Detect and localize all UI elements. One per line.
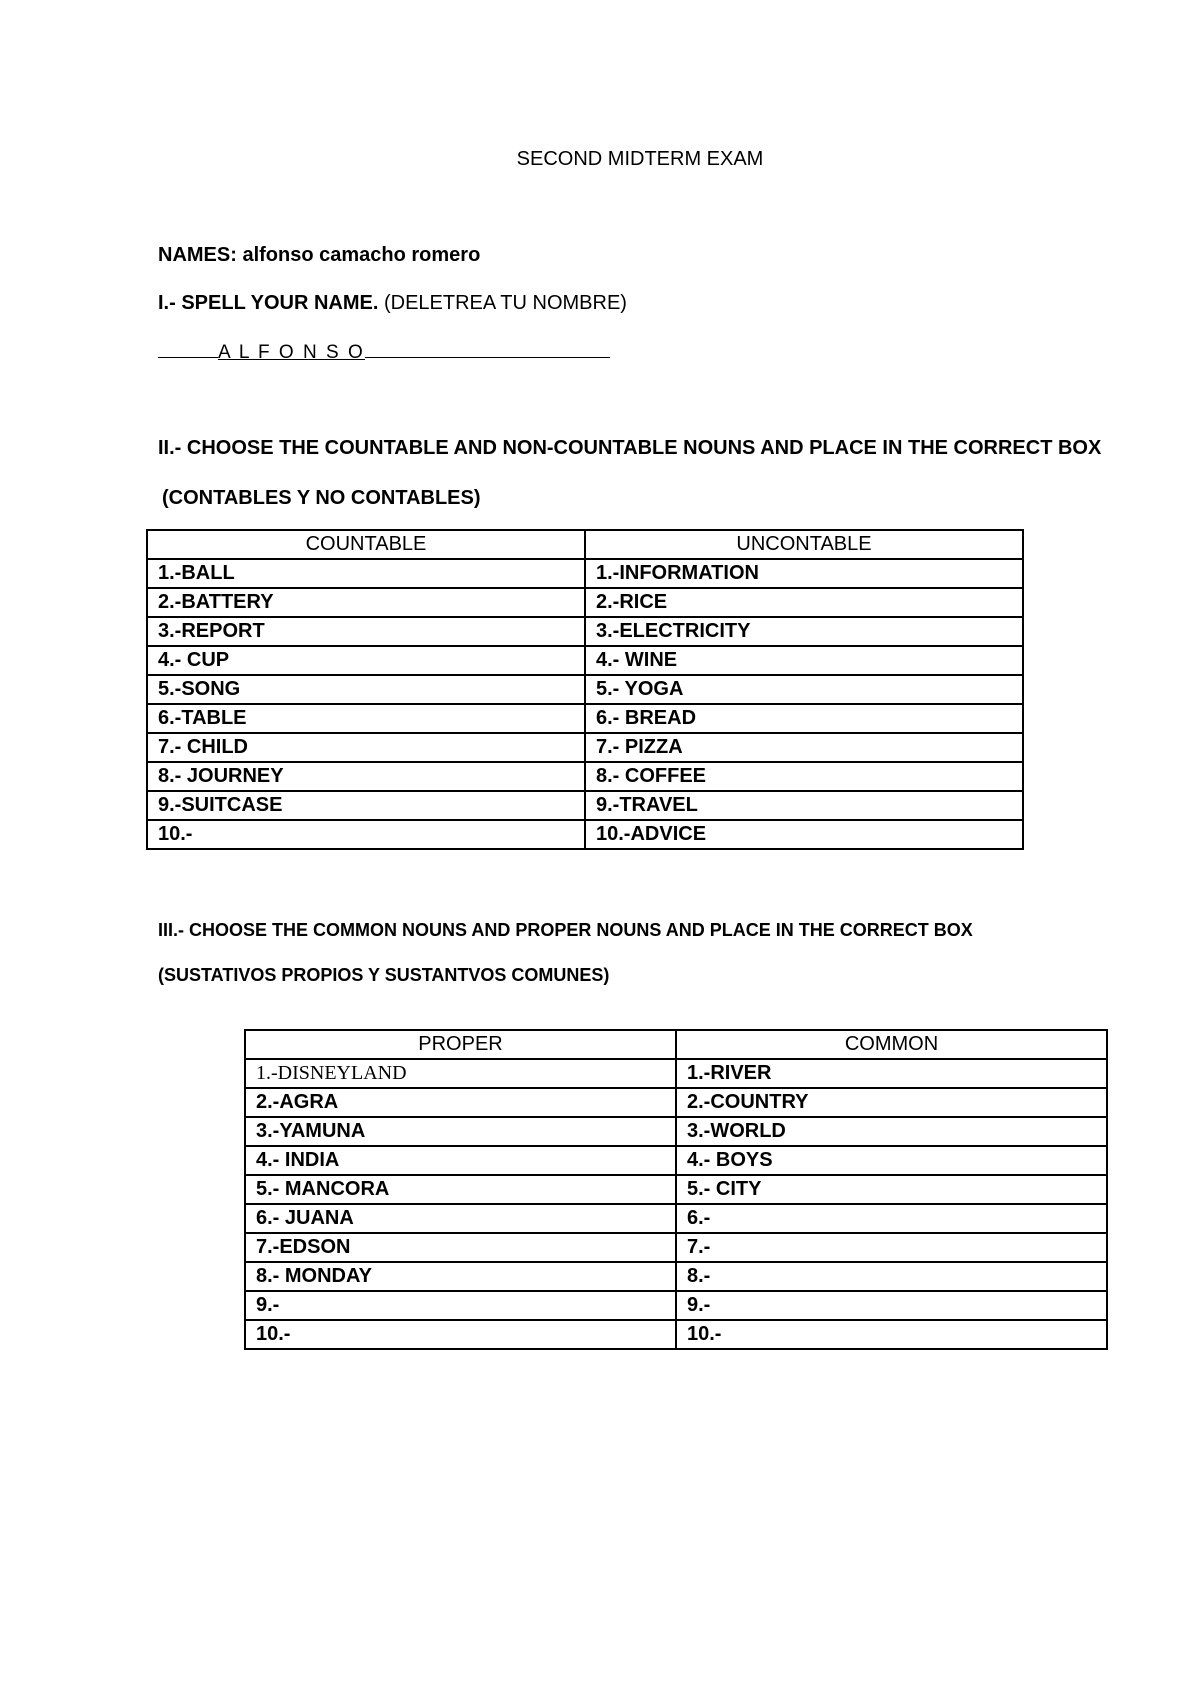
proper-cell: 2.-AGRA	[245, 1088, 676, 1117]
countable-cell: 6.-TABLE	[147, 704, 585, 733]
table-row	[147, 733, 1023, 762]
countable-cell: 2.-BATTERY	[147, 588, 585, 617]
proper-cell: 6.- JUANA	[245, 1204, 676, 1233]
names-label: NAMES:	[158, 244, 237, 266]
table-row	[147, 646, 1023, 675]
common-cell: 10.-	[676, 1320, 1107, 1349]
table-row	[245, 1262, 1107, 1291]
common-cell: 6.-	[676, 1204, 1107, 1233]
proper-cell: 7.-EDSON	[245, 1233, 676, 1262]
uncountable-cell: 9.-TRAVEL	[585, 791, 1023, 820]
uncountable-cell: 5.- YOGA	[585, 675, 1023, 704]
countable-cell: 5.-SONG	[147, 675, 585, 704]
proper-cell: 5.- MANCORA	[245, 1175, 676, 1204]
table-row	[147, 762, 1023, 791]
common-cell: 4.- BOYS	[676, 1146, 1107, 1175]
answer-blank-left	[158, 339, 218, 358]
common-cell: 2.-COUNTRY	[676, 1088, 1107, 1117]
section1-heading: I.- SPELL YOUR NAME.	[158, 292, 379, 314]
spelled-name: A L F O N S O	[218, 342, 365, 363]
names-value: alfonso camacho romero	[242, 244, 481, 266]
proper-cell: 9.-	[245, 1291, 676, 1320]
uncountable-cell: 8.- COFFEE	[585, 762, 1023, 791]
proper-cell: 10.-	[245, 1320, 676, 1349]
column-header-common: COMMON	[676, 1030, 1107, 1059]
common-cell: 7.-	[676, 1233, 1107, 1262]
common-cell: 3.-WORLD	[676, 1117, 1107, 1146]
spelled-name-line	[158, 339, 610, 364]
uncountable-cell: 3.-ELECTRICITY	[585, 617, 1023, 646]
table-row	[245, 1059, 1107, 1088]
countable-cell: 8.- JOURNEY	[147, 762, 585, 791]
table-row	[147, 791, 1023, 820]
common-cell: 1.-RIVER	[676, 1059, 1107, 1088]
section1-translation: (DELETREA TU NOMBRE)	[383, 292, 627, 314]
table-row	[245, 1233, 1107, 1262]
table-row	[147, 820, 1023, 849]
table-row	[245, 1117, 1107, 1146]
exam-title: SECOND MIDTERM EXAM	[516, 148, 764, 170]
countable-cell: 7.- CHILD	[147, 733, 585, 762]
table-row	[245, 1146, 1107, 1175]
common-cell: 8.-	[676, 1262, 1107, 1291]
section2-heading: II.- CHOOSE THE COUNTABLE AND NON-COUNTABLE NOUNS AND PLACE IN THE CORRECT BOX	[158, 437, 1102, 459]
section3-heading: III.- CHOOSE THE COMMON NOUNS AND PROPER NOUNS AND PLACE IN THE CORRECT BOX	[158, 920, 973, 940]
countable-cell: 4.- CUP	[147, 646, 585, 675]
uncountable-cell: 2.-RICE	[585, 588, 1023, 617]
table-row	[147, 588, 1023, 617]
table-row	[245, 1204, 1107, 1233]
table-row	[245, 1088, 1107, 1117]
section3-translation: (SUSTATIVOS PROPIOS Y SUSTANTVOS COMUNES)	[158, 965, 610, 985]
table-row	[245, 1320, 1107, 1349]
table-row	[245, 1175, 1107, 1204]
column-header-countable: COUNTABLE	[147, 530, 585, 559]
table-row	[147, 704, 1023, 733]
countable-cell: 10.-	[147, 820, 585, 849]
section1-heading-line	[158, 291, 627, 315]
table-row	[147, 559, 1023, 588]
common-cell: 5.- CITY	[676, 1175, 1107, 1204]
uncountable-cell: 7.- PIZZA	[585, 733, 1023, 762]
uncountable-cell: 1.-INFORMATION	[585, 559, 1023, 588]
proper-cell: 3.-YAMUNA	[245, 1117, 676, 1146]
table-row	[147, 617, 1023, 646]
proper-common-nouns-table	[244, 1029, 1108, 1350]
column-header-proper: PROPER	[245, 1030, 676, 1059]
table-row	[245, 1291, 1107, 1320]
uncountable-cell: 6.- BREAD	[585, 704, 1023, 733]
names-line	[158, 243, 480, 267]
column-header-uncountable: UNCONTABLE	[585, 530, 1023, 559]
uncountable-cell: 4.- WINE	[585, 646, 1023, 675]
section2-translation: (CONTABLES Y NO CONTABLES)	[162, 487, 481, 509]
table-header-row	[245, 1030, 1107, 1059]
countable-cell: 1.-BALL	[147, 559, 585, 588]
answer-blank-right	[365, 339, 610, 358]
proper-cell: 1.-DISNEYLAND	[245, 1059, 676, 1088]
countable-nouns-table	[146, 529, 1024, 850]
countable-cell: 9.-SUITCASE	[147, 791, 585, 820]
proper-cell: 8.- MONDAY	[245, 1262, 676, 1291]
countable-cell: 3.-REPORT	[147, 617, 585, 646]
table-row	[147, 675, 1023, 704]
common-cell: 9.-	[676, 1291, 1107, 1320]
uncountable-cell: 10.-ADVICE	[585, 820, 1023, 849]
proper-cell: 4.- INDIA	[245, 1146, 676, 1175]
table-header-row	[147, 530, 1023, 559]
